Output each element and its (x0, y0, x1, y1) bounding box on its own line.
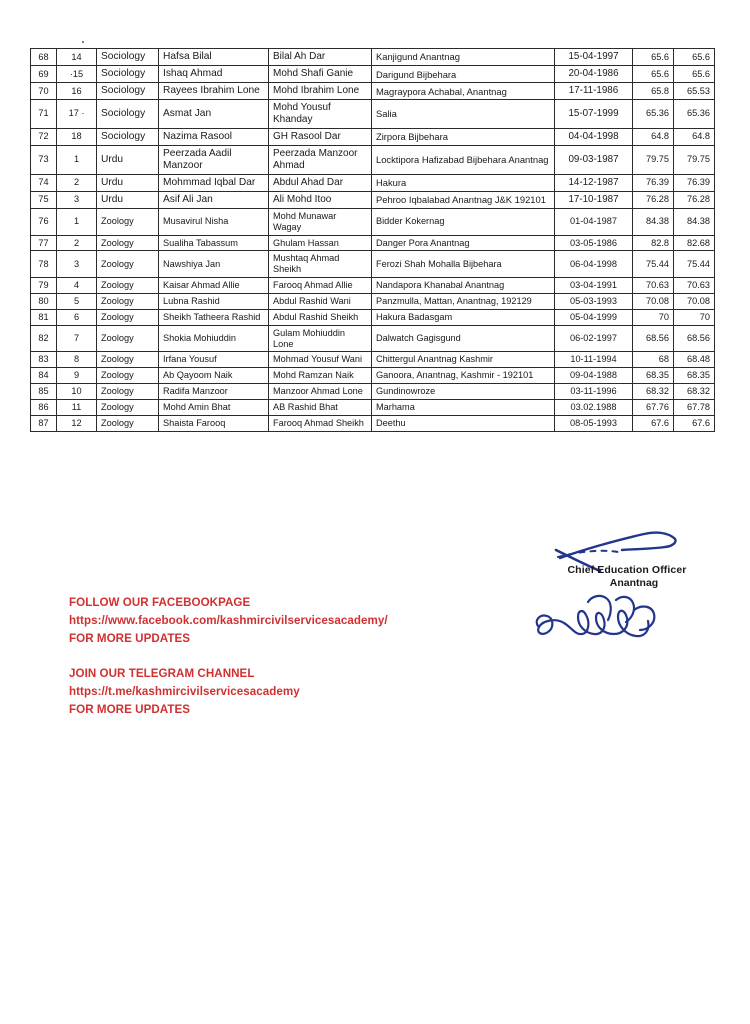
table-cell-subject: Sociology (97, 83, 159, 100)
table-cell-serial: 17 · (57, 100, 97, 129)
table-cell-sno: 75 (31, 191, 57, 208)
table-cell-subject: Urdu (97, 145, 159, 174)
table-cell-father-name: Abdul Rashid Sheikh (269, 309, 372, 325)
table-cell-address: Zirpora Bijbehara (372, 128, 555, 145)
table-cell-dob: 06-02-1997 (555, 325, 633, 352)
table-cell-marks-2: 67.78 (674, 400, 715, 416)
table-row (31, 400, 715, 416)
table-cell-marks-2: 65.53 (674, 83, 715, 100)
table-cell-marks-1: 67.76 (633, 400, 674, 416)
table-cell-subject: Zoology (97, 278, 159, 294)
table-cell-father-name: Bilal Ah Dar (269, 49, 372, 66)
table-cell-father-name: Mohd Yousuf Khanday (269, 100, 372, 129)
table-cell-serial: 6 (57, 309, 97, 325)
table-cell-address: Salia (372, 100, 555, 129)
table-cell-marks-2: 82.68 (674, 235, 715, 251)
table-cell-serial: 4 (57, 278, 97, 294)
table-cell-subject: Sociology (97, 49, 159, 66)
table-cell-address: Kanjigund Anantnag (372, 49, 555, 66)
table-cell-marks-2: 68.56 (674, 325, 715, 352)
table-cell-dob: 15-04-1997 (555, 49, 633, 66)
table-cell-marks-1: 68.35 (633, 368, 674, 384)
table-row (31, 384, 715, 400)
table-cell-serial: 1 (57, 145, 97, 174)
table-row (31, 368, 715, 384)
table-cell-marks-1: 84.38 (633, 208, 674, 235)
table-cell-father-name: Peerzada Manzoor Ahmad (269, 145, 372, 174)
table-cell-sno: 77 (31, 235, 57, 251)
table-cell-subject: Zoology (97, 384, 159, 400)
table-cell-marks-1: 70 (633, 309, 674, 325)
table-cell-serial: 2 (57, 174, 97, 191)
table-cell-marks-2: 65.36 (674, 100, 715, 129)
table-row (31, 208, 715, 235)
table-cell-marks-2: 68.32 (674, 384, 715, 400)
table-cell-sno: 87 (31, 415, 57, 431)
table-cell-sno: 73 (31, 145, 57, 174)
table-cell-dob: 09-04-1988 (555, 368, 633, 384)
table-cell-sno: 84 (31, 368, 57, 384)
table-cell-sno: 68 (31, 49, 57, 66)
table-cell-address: Magraypora Achabal, Anantnag (372, 83, 555, 100)
table-cell-marks-1: 65.8 (633, 83, 674, 100)
table-cell-name: Mohmmad Iqbal Dar (159, 174, 269, 191)
table-cell-marks-1: 68.56 (633, 325, 674, 352)
table-cell-father-name: AB Rashid Bhat (269, 400, 372, 416)
table-cell-subject: Urdu (97, 174, 159, 191)
table-cell-dob: 05-04-1999 (555, 309, 633, 325)
table-cell-sno: 72 (31, 128, 57, 145)
table-cell-address: Marhama (372, 400, 555, 416)
table-cell-dob: 15-07-1999 (555, 100, 633, 129)
table-cell-father-name: Manzoor Ahmad Lone (269, 384, 372, 400)
table-row (31, 309, 715, 325)
table-cell-father-name: Farooq Ahmad Allie (269, 278, 372, 294)
table-cell-father-name: Abdul Rashid Wani (269, 294, 372, 310)
table-cell-dob: 10-11-1994 (555, 352, 633, 368)
table-cell-address: Chittergul Anantnag Kashmir (372, 352, 555, 368)
table-cell-name: Shaista Farooq (159, 415, 269, 431)
table-cell-father-name: Mohd Shafi Ganie (269, 66, 372, 83)
table-cell-marks-1: 67.6 (633, 415, 674, 431)
table-cell-address: Bidder Kokernag (372, 208, 555, 235)
table-cell-dob: 08-05-1993 (555, 415, 633, 431)
candidate-roster-table (30, 48, 715, 432)
table-row (31, 66, 715, 83)
table-cell-address: Nandapora Khanabal Anantnag (372, 278, 555, 294)
table-cell-sno: 69 (31, 66, 57, 83)
table-cell-address: Hakura (372, 174, 555, 191)
table-cell-dob: 03-11-1996 (555, 384, 633, 400)
table-cell-marks-2: 68.35 (674, 368, 715, 384)
table-cell-father-name: Mushtaq Ahmad Sheikh (269, 251, 372, 278)
table-cell-sno: 70 (31, 83, 57, 100)
table-row (31, 83, 715, 100)
table-cell-father-name: Ghulam Hassan (269, 235, 372, 251)
table-cell-marks-1: 70.63 (633, 278, 674, 294)
table-cell-father-name: Mohd Munawar Wagay (269, 208, 372, 235)
table-cell-serial: 10 (57, 384, 97, 400)
table-row (31, 128, 715, 145)
table-cell-name: Nazima Rasool (159, 128, 269, 145)
facebook-url[interactable]: https://www.facebook.com/kashmircivilservicesacademy/ (69, 613, 388, 627)
table-cell-marks-2: 84.38 (674, 208, 715, 235)
table-cell-name: Kaisar Ahmad Allie (159, 278, 269, 294)
table-cell-subject: Sociology (97, 100, 159, 129)
table-cell-subject: Zoology (97, 415, 159, 431)
table-cell-marks-1: 82.8 (633, 235, 674, 251)
table-cell-marks-2: 76.39 (674, 174, 715, 191)
table-cell-subject: Zoology (97, 294, 159, 310)
facebook-tagline: FOR MORE UPDATES (69, 631, 191, 645)
table-cell-dob: 17-10-1987 (555, 191, 633, 208)
table-cell-name: Peerzada Aadil Manzoor (159, 145, 269, 174)
table-cell-subject: Zoology (97, 368, 159, 384)
table-cell-marks-2: 70 (674, 309, 715, 325)
table-cell-name: Hafsa Bilal (159, 49, 269, 66)
table-cell-sno: 82 (31, 325, 57, 352)
table-cell-father-name: Farooq Ahmad Sheikh (269, 415, 372, 431)
table-cell-sno: 80 (31, 294, 57, 310)
table-cell-marks-2: 65.6 (674, 49, 715, 66)
table-cell-subject: Zoology (97, 208, 159, 235)
table-cell-address: Dalwatch Gagisgund (372, 325, 555, 352)
table-cell-sno: 86 (31, 400, 57, 416)
table-cell-marks-2: 67.6 (674, 415, 715, 431)
table-cell-dob: 03.02.1988 (555, 400, 633, 416)
table-cell-subject: Zoology (97, 400, 159, 416)
table-cell-subject: Zoology (97, 309, 159, 325)
table-cell-marks-1: 65.6 (633, 49, 674, 66)
table-cell-marks-1: 76.39 (633, 174, 674, 191)
table-cell-address: Danger Pora Anantnag (372, 235, 555, 251)
table-cell-marks-2: 70.08 (674, 294, 715, 310)
telegram-heading: JOIN OUR TELEGRAM CHANNEL (69, 666, 255, 680)
table-cell-name: Ab Qayoom Naik (159, 368, 269, 384)
table-cell-subject: Sociology (97, 66, 159, 83)
table-cell-subject: Urdu (97, 191, 159, 208)
table-row (31, 235, 715, 251)
table-cell-marks-1: 65.6 (633, 66, 674, 83)
table-cell-dob: 03-04-1991 (555, 278, 633, 294)
table-cell-address: Darigund Bijbehara (372, 66, 555, 83)
table-cell-marks-1: 76.28 (633, 191, 674, 208)
table-cell-dob: 20-04-1986 (555, 66, 633, 83)
table-cell-serial: 7 (57, 325, 97, 352)
table-cell-address: Hakura Badasgam (372, 309, 555, 325)
table-cell-sno: 76 (31, 208, 57, 235)
table-cell-serial: 12 (57, 415, 97, 431)
table-cell-sno: 79 (31, 278, 57, 294)
table-row (31, 100, 715, 129)
table-cell-serial: 1 (57, 208, 97, 235)
table-cell-dob: 05-03-1993 (555, 294, 633, 310)
table-cell-subject: Zoology (97, 235, 159, 251)
table-cell-address: Pehroo Iqbalabad Anantnag J&K 192101 (372, 191, 555, 208)
table-cell-name: Ishaq Ahmad (159, 66, 269, 83)
table-cell-serial: 8 (57, 352, 97, 368)
table-cell-subject: Sociology (97, 128, 159, 145)
table-cell-sno: 71 (31, 100, 57, 129)
stray-ink-dot (82, 41, 84, 43)
table-cell-father-name: Mohd Ramzan Naik (269, 368, 372, 384)
table-cell-serial: 14 (57, 49, 97, 66)
table-cell-dob: 04-04-1998 (555, 128, 633, 145)
table-cell-marks-1: 79.75 (633, 145, 674, 174)
table-cell-sno: 83 (31, 352, 57, 368)
table-cell-address: Panzmulla, Mattan, Anantnag, 192129 (372, 294, 555, 310)
table-cell-marks-1: 65.36 (633, 100, 674, 129)
table-cell-name: Sheikh Tatheera Rashid (159, 309, 269, 325)
table-cell-father-name: Gulam Mohiuddin Lone (269, 325, 372, 352)
table-cell-marks-1: 75.44 (633, 251, 674, 278)
table-cell-dob: 09-03-1987 (555, 145, 633, 174)
table-cell-serial: 5 (57, 294, 97, 310)
table-cell-name: Shokia Mohiuddin (159, 325, 269, 352)
table-cell-address: Deethu (372, 415, 555, 431)
table-cell-serial: 11 (57, 400, 97, 416)
table-row (31, 352, 715, 368)
table-cell-marks-2: 68.48 (674, 352, 715, 368)
table-cell-serial: 18 (57, 128, 97, 145)
table-cell-address: Ganoora, Anantnag, Kashmir - 192101 (372, 368, 555, 384)
table-cell-sno: 85 (31, 384, 57, 400)
table-cell-name: Rayees Ibrahim Lone (159, 83, 269, 100)
table-row (31, 191, 715, 208)
table-cell-marks-1: 70.08 (633, 294, 674, 310)
candidate-roster-table-container (30, 48, 714, 432)
handwritten-signature-icon (530, 590, 670, 646)
table-cell-name: Mohd Amin Bhat (159, 400, 269, 416)
table-cell-dob: 14-12-1987 (555, 174, 633, 191)
table-cell-marks-2: 70.63 (674, 278, 715, 294)
table-cell-serial: ·15 (57, 66, 97, 83)
table-cell-marks-1: 68.32 (633, 384, 674, 400)
table-cell-dob: 03-05-1986 (555, 235, 633, 251)
table-cell-serial: 3 (57, 191, 97, 208)
table-cell-dob: 06-04-1998 (555, 251, 633, 278)
table-cell-sno: 78 (31, 251, 57, 278)
promo-footer (69, 594, 388, 736)
table-cell-name: Nawshiya Jan (159, 251, 269, 278)
table-row (31, 251, 715, 278)
table-cell-name: Radifa Manzoor (159, 384, 269, 400)
table-cell-subject: Zoology (97, 325, 159, 352)
signatory-place: Anantnag (609, 577, 659, 589)
table-row (31, 325, 715, 352)
table-cell-marks-1: 68 (633, 352, 674, 368)
table-body (31, 49, 715, 432)
table-cell-dob: 01-04-1987 (555, 208, 633, 235)
table-row (31, 145, 715, 174)
table-cell-marks-2: 65.6 (674, 66, 715, 83)
table-cell-subject: Zoology (97, 251, 159, 278)
table-cell-address: Gundinowroze (372, 384, 555, 400)
table-cell-name: Sualiha Tabassum (159, 235, 269, 251)
table-cell-address: Ferozi Shah Mohalla Bijbehara (372, 251, 555, 278)
table-cell-name: Asmat Jan (159, 100, 269, 129)
signature-block (522, 528, 732, 589)
facebook-promo-block (69, 594, 388, 648)
table-cell-father-name: Mohmad Yousuf Wani (269, 352, 372, 368)
table-row (31, 415, 715, 431)
table-cell-name: Irfana Yousuf (159, 352, 269, 368)
table-cell-name: Musavirul Nisha (159, 208, 269, 235)
table-cell-serial: 2 (57, 235, 97, 251)
table-row (31, 294, 715, 310)
table-cell-marks-2: 76.28 (674, 191, 715, 208)
table-cell-father-name: GH Rasool Dar (269, 128, 372, 145)
telegram-tagline: FOR MORE UPDATES (69, 702, 191, 716)
table-cell-dob: 17-11-1986 (555, 83, 633, 100)
table-cell-serial: 16 (57, 83, 97, 100)
telegram-promo-block (69, 665, 388, 719)
table-cell-subject: Zoology (97, 352, 159, 368)
signatory-title: Chief Education Officer (567, 564, 687, 576)
table-cell-name: Lubna Rashid (159, 294, 269, 310)
table-cell-address: Locktipora Hafizabad Bijbehara Anantnag (372, 145, 555, 174)
table-cell-father-name: Abdul Ahad Dar (269, 174, 372, 191)
table-cell-father-name: Mohd Ibrahim Lone (269, 83, 372, 100)
table-row (31, 174, 715, 191)
table-cell-serial: 9 (57, 368, 97, 384)
table-cell-marks-2: 75.44 (674, 251, 715, 278)
table-cell-name: Asif Ali Jan (159, 191, 269, 208)
table-row (31, 278, 715, 294)
table-cell-marks-2: 64.8 (674, 128, 715, 145)
table-cell-sno: 74 (31, 174, 57, 191)
facebook-heading: FOLLOW OUR FACEBOOKPAGE (69, 596, 251, 609)
telegram-url[interactable]: https://t.me/kashmircivilservicesacademy (69, 684, 300, 698)
table-cell-sno: 81 (31, 309, 57, 325)
table-cell-serial: 3 (57, 251, 97, 278)
table-cell-father-name: Ali Mohd Itoo (269, 191, 372, 208)
table-cell-marks-1: 64.8 (633, 128, 674, 145)
table-cell-marks-2: 79.75 (674, 145, 715, 174)
table-row (31, 49, 715, 66)
